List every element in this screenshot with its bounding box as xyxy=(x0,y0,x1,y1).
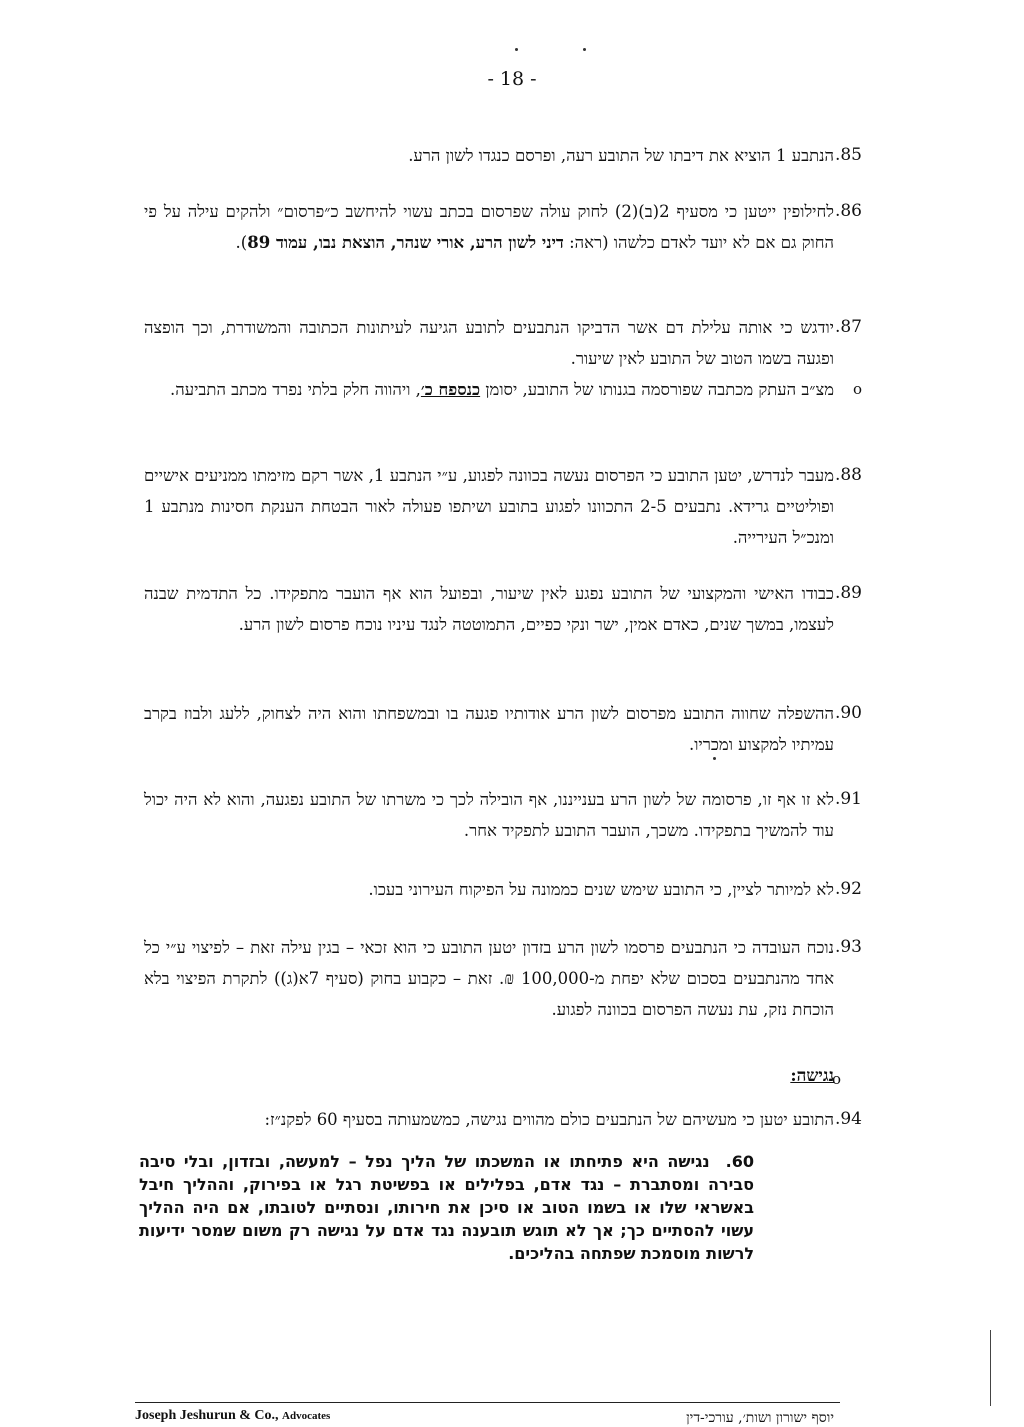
paragraph-number: .88 xyxy=(834,465,862,485)
scan-speck xyxy=(583,48,586,51)
paragraph-number: .86 xyxy=(834,201,862,221)
firm-suffix-english: Advocates xyxy=(282,1410,331,1422)
paragraph-text: מעבר לנדרש, יטען התובע כי הפרסום נעשה בכוונה לפגוע, ע״י הנתבע 1, אשר רקם מזימתו ממניעים אישיים ופוליטיים גרידא. נתבעים 2-5 התכוונו לפגוע בתובע ושיתפו פעולה לאור הבטחת הענקת חסינות מנתבע 1 ומנכ״ל העירייה. xyxy=(144,466,834,547)
annex-bullet-paragraph xyxy=(144,374,862,405)
section-heading: נגישה: xyxy=(790,1066,834,1086)
paragraph-number: .92 xyxy=(834,879,862,899)
footer-firm-english xyxy=(135,1408,330,1424)
annex-label: כנספח כ׳ xyxy=(420,380,481,399)
paragraph-85 xyxy=(144,140,862,171)
paragraph-number: .90 xyxy=(834,703,862,723)
statute-quote xyxy=(139,1150,754,1265)
paragraph-94 xyxy=(144,1104,862,1135)
paragraph-text: ההשפלה שחווה התובע מפרסום לשון הרע אודותיו פגעה בו ובמשפחתו והוא היה לצחוק, ללעג ולבוז בקרב עמיתיו למקצוע ומכריו. xyxy=(144,704,834,754)
paragraph-number: .91 xyxy=(834,789,862,809)
paragraph-number: .93 xyxy=(834,937,862,957)
paragraph-text: לחילופין ייטען כי מסעיף 2(ב)(2) לחוק עולה שפרסום בכתב עשוי להיחשב כ״פרסום״ ולהקים עילה על פי החוק גם אם לא יועד לאדם כלשהו (ראה: xyxy=(144,202,834,252)
citation-bold: דיני לשון הרע, אורי שנהר, הוצאת נבו, עמוד 89 xyxy=(247,233,564,252)
paragraph-92 xyxy=(144,874,862,905)
paragraph-number: .94 xyxy=(834,1109,862,1129)
paragraph-89 xyxy=(144,578,862,640)
paragraph-86 xyxy=(144,196,862,258)
statute-section-number: 60. xyxy=(725,1152,754,1171)
scan-margin-line xyxy=(990,1330,991,1406)
heading-bullet-marker: o xyxy=(832,1070,842,1088)
paragraph-text: יודגש כי אותה עלילת דם אשר הדביקו הנתבעים לתובע הגיעה לעיתונות הכתובה והמשודרת, וכך הופצה ופגעה בשמו הטוב של התובע לאין שיעור. xyxy=(144,318,834,368)
bullet-marker: o xyxy=(852,380,862,398)
paragraph-87 xyxy=(144,312,862,374)
paragraph-88 xyxy=(144,460,862,553)
paragraph-text-end: ). xyxy=(235,233,248,252)
paragraph-text: התובע יטען כי מעשיהם של הנתבעים כולם מהווים נגישה, כמשמעותה בסעיף 60 לפקנ״ז: xyxy=(264,1110,834,1129)
paragraph-text: כבודו האישי והמקצועי של התובע נפגע לאין שיעור, ובפועל הוא אף הועבר מתפקידו. כל התדמית שבנה לעצמו, במשך שנים, כאדם אמין, ישר ונקי כפיים, התמוטטה לנגד עיניו נוכח פרסום לשון הרע. xyxy=(144,584,834,634)
paragraph-text: לא למיותר לציין, כי התובע שימש שנים כממונה על הפיקוח העירוני בעכו. xyxy=(368,880,834,899)
footer-divider xyxy=(135,1402,840,1403)
paragraph-93 xyxy=(144,932,862,1025)
firm-name-english: Joseph Jeshurun & Co., xyxy=(135,1408,279,1423)
statute-text: נגישה היא פתיחתו או המשכתו של הליך נפל – למעשה, ובזדון, ובלי סיבה סבירה ומסתברת – נגד אדם, בפלילים או בפשיטת רגל או בפירוק, וההליך חיבל באשראי שלו או בשמו הטוב או סיכן את חירותו, ונסתיים לטובתו, אם היה ההליך עשוי להסתיים כך; אך לא תוגש תובענה נגד אדם על נגישה רק משום שמסר ידיעות לרשות מוסמכת שפתחה בהליכים. xyxy=(139,1152,754,1263)
paragraph-text: הנתבע 1 הוציא את דיבתו של התובע רעה, ופרסם כנגדו לשון הרע. xyxy=(408,146,834,165)
paragraph-text-end: , ויהווה חלק בלתי נפרד מכתב התביעה. xyxy=(170,380,421,399)
paragraph-number: .85 xyxy=(834,145,862,165)
footer-firm-hebrew: יוסף ישורון ושות׳, עורכי-דין xyxy=(686,1410,834,1426)
paragraph-text: נוכח העובדה כי הנתבעים פרסמו לשון הרע בזדון יטען התובע כי הוא זכאי – בגין עילה זאת – לפיצוי ע״י כל אחד מהנתבעים בסכום שלא יפחת מ-100,000 ₪. זאת – כקבוע בחוק (סעיף 7א(ג)) לתקרת הפיצוי בלא הוכחת נזק, עת נעשה הפרסום בכוונה לפגוע. xyxy=(144,938,834,1019)
paragraph-91 xyxy=(144,784,862,846)
paragraph-number: .87 xyxy=(834,317,862,337)
paragraph-number: .89 xyxy=(834,583,862,603)
scan-speck xyxy=(515,48,518,51)
paragraph-text: לא זו אף זו, פרסומה של לשון הרע בענייננו, אף הובילה לכך כי משרתו של התובע נפגעה, והוא לא היה יכול עוד להמשיך בתפקידו. משכך, הועבר התובע לתפקיד אחר. xyxy=(144,790,834,840)
page-number: - 18 - xyxy=(487,68,537,90)
paragraph-text: מצ״ב העתק מכתבה שפורסמה בגנותו של התובע, יסומן xyxy=(480,380,834,399)
paragraph-90 xyxy=(144,698,862,760)
